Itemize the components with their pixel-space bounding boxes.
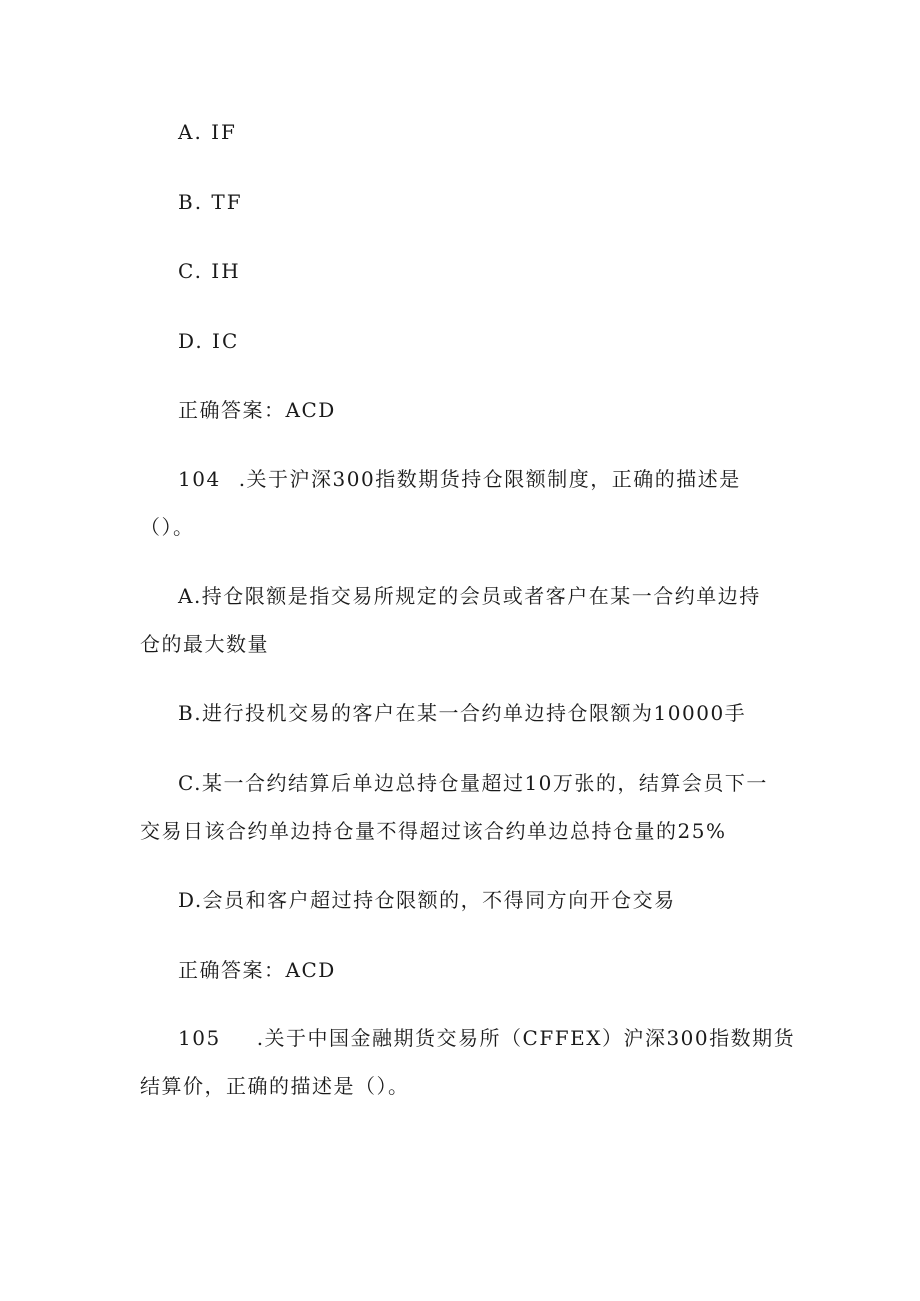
q103-option-c: C. IH xyxy=(178,259,241,283)
q103-answer: 正确答案：ACD xyxy=(178,398,336,422)
q104-option-a-line1: A.持仓限额是指交易所规定的会员或者客户在某一合约单边持 xyxy=(178,584,761,608)
q104-option-a-line2: 仓的最大数量 xyxy=(140,632,269,656)
q105-stem-line2: 结算价，正确的描述是（）。 xyxy=(140,1074,410,1098)
q105-stem-text: .关于中国金融期货交易所（CFFEX）沪深300指数期货 xyxy=(256,1026,796,1050)
q104-stem-line2: （）。 xyxy=(140,515,195,539)
q103-option-d: D. IC xyxy=(178,329,240,353)
q104-stem-line1 xyxy=(178,467,741,491)
q105-number: 105 xyxy=(178,1026,221,1050)
q103-option-a: A. IF xyxy=(178,120,237,144)
q103-option-b: B. TF xyxy=(178,190,243,214)
q104-option-b: B.进行投机交易的客户在某一合约单边持仓限额为10000手 xyxy=(178,701,747,725)
q104-option-d: D.会员和客户超过持仓限额的，不得同方向开仓交易 xyxy=(178,888,676,912)
q104-answer: 正确答案：ACD xyxy=(178,958,336,982)
q105-stem-line1 xyxy=(178,1026,795,1050)
q104-option-c-line2: 交易日该合约单边持仓量不得超过该合约单边总持仓量的25% xyxy=(140,819,727,843)
q104-option-c-line1: C.某一合约结算后单边总持仓量超过10万张的，结算会员下一 xyxy=(178,771,768,795)
q104-stem-text: .关于沪深300指数期货持仓限额制度，正确的描述是 xyxy=(238,467,741,491)
q104-number: 104 xyxy=(178,467,221,491)
